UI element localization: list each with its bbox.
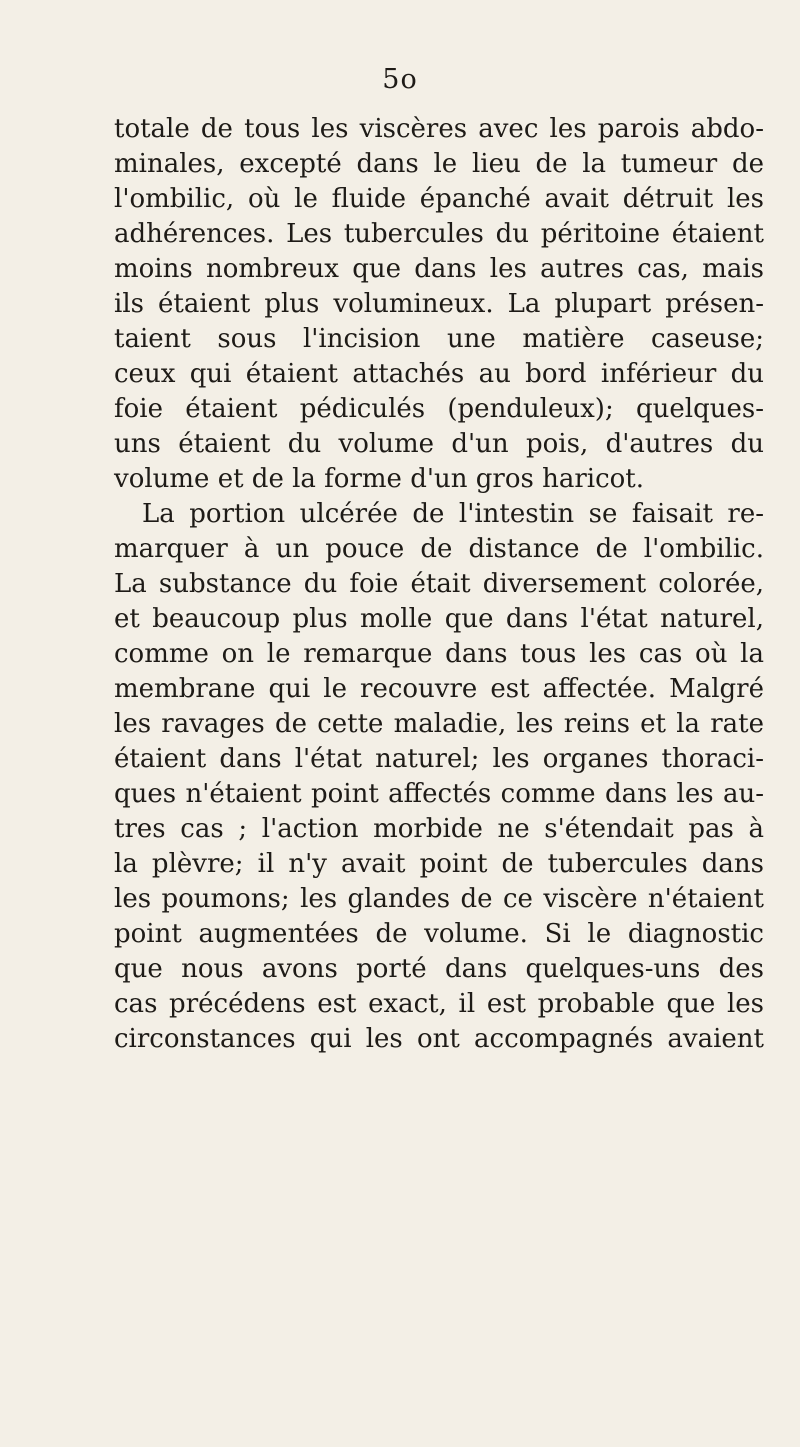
text-line: adhérences. Les tubercules du péritoine étaient: [114, 219, 764, 249]
text-line: ques n'étaient point affectés comme dans les au-: [114, 779, 764, 809]
text-line: La substance du foie était diversement colorée,: [114, 569, 764, 599]
paragraph-start-line: La portion ulcérée de l'intestin se faisait re-: [142, 499, 764, 529]
paragraph-end-line: volume et de la forme d'un gros haricot.: [114, 464, 644, 494]
text-line: la plèvre; il n'y avait point de tubercules dans: [114, 849, 764, 879]
body-text: [114, 112, 764, 1057]
text-line: cas précédens est exact, il est probable que les: [114, 989, 764, 1019]
page-number: 5o: [382, 64, 418, 95]
text-line: taient sous l'incision une matière caseuse;: [114, 324, 764, 354]
text-line: marquer à un pouce de distance de l'ombilic.: [114, 534, 764, 564]
text-line: étaient dans l'état naturel; les organes thoraci-: [114, 744, 764, 774]
text-line: tres cas ; l'action morbide ne s'étendait pas à: [114, 814, 764, 844]
text-line: ils étaient plus volumineux. La plupart présen-: [114, 289, 764, 319]
text-line: point augmentées de volume. Si le diagnostic: [114, 919, 764, 949]
text-line: les ravages de cette maladie, les reins et la rate: [114, 709, 764, 739]
text-line: totale de tous les viscères avec les parois abdo-: [114, 114, 764, 144]
text-line: l'ombilic, où le fluide épanché avait détruit les: [114, 184, 764, 214]
text-line: et beaucoup plus molle que dans l'état naturel,: [114, 604, 764, 634]
text-line: les poumons; les glandes de ce viscère n'étaient: [114, 884, 764, 914]
text-line: ceux qui étaient attachés au bord inférieur du: [114, 359, 764, 389]
text-line: comme on le remarque dans tous les cas où la: [114, 639, 764, 669]
text-line: moins nombreux que dans les autres cas, mais: [114, 254, 764, 284]
text-line: membrane qui le recouvre est affectée. Malgré: [114, 674, 764, 704]
text-line: foie étaient pédiculés (penduleux); quelques-: [114, 394, 764, 424]
text-line: minales, excepté dans le lieu de la tumeur de: [114, 149, 764, 179]
text-line: uns étaient du volume d'un pois, d'autres du: [114, 429, 764, 459]
text-line: que nous avons porté dans quelques-uns des: [114, 954, 764, 984]
text-line: circonstances qui les ont accompagnés avaient: [114, 1024, 764, 1054]
